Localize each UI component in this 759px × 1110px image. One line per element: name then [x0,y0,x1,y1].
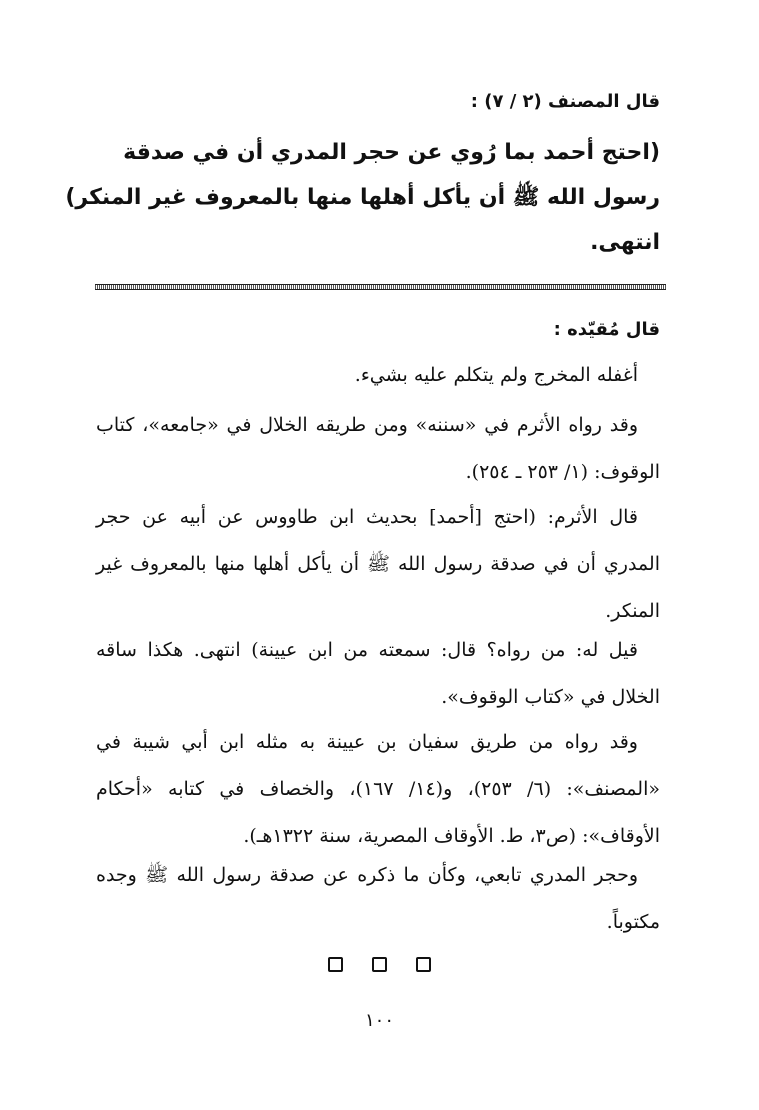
paragraph-line: «المصنف»: (٦/ ٢٥٣)، و(١٤/ ١٦٧)، والخصاف في كتابه «أحكام [96,778,660,800]
paragraph-line: قيل له: من رواه؟ قال: سمعته من ابن عيينة) انتهى. هكذا ساقه [96,639,638,661]
commentator-heading: قال مُقيّده : [553,319,660,340]
paragraph-line: الخلال في «كتاب الوقوف». [441,686,660,708]
author-heading: قال المصنف (٢ / ٧) : [470,91,660,112]
page-number: ١٠٠ [364,1010,394,1031]
quote-line: (احتج أحمد بما رُوي عن حجر المدري أن في صدقة [123,140,660,165]
paragraph-line: قال الأثرم: (احتج [أحمد] بحديث ابن طاووس عن أبيه عن حجر [96,506,638,528]
paragraph-line: وحجر المدري تابعي، وكأن ما ذكره عن صدقة رسول الله ﷺ وجده [96,864,638,886]
paragraph-line: أغفله المخرج ولم يتكلم عليه بشيء. [354,364,638,386]
paragraph-line: وقد رواه الأثرم في «سننه» ومن طريقه الخلال في «جامعه»، كتاب [96,414,638,436]
square-ornament-icon [328,957,343,972]
paragraph-line: الأوقاف»: (ص٣، ط. الأوقاف المصرية، سنة ١٣٢٢هـ). [243,825,660,847]
square-ornament-icon [416,957,431,972]
section-divider [95,284,666,290]
paragraph [96,627,660,721]
paragraph [96,852,660,946]
paragraph [96,402,660,496]
quote-line: انتهى. [590,230,660,255]
author-quote [65,130,660,265]
paragraph [96,352,660,399]
square-ornament-icon [372,957,387,972]
paragraph-line: المدري أن في صدقة رسول الله ﷺ أن يأكل أهلها منها بالمعروف غير [96,553,660,575]
paragraph [96,494,660,635]
paragraph-line: الوقوف: (١/ ٢٥٣ ـ ٢٥٤). [465,461,660,483]
paragraph [96,719,660,860]
quote-line: رسول الله ﷺ أن يأكل أهلها منها بالمعروف غير المنكر) [65,185,660,210]
section-end-ornament [0,957,759,976]
paragraph-line: وقد رواه من طريق سفيان بن عيينة به مثله ابن أبي شيبة في [96,731,638,753]
paragraph-line: المنكر. [605,600,660,622]
paragraph-line: مكتوباً. [606,911,660,933]
